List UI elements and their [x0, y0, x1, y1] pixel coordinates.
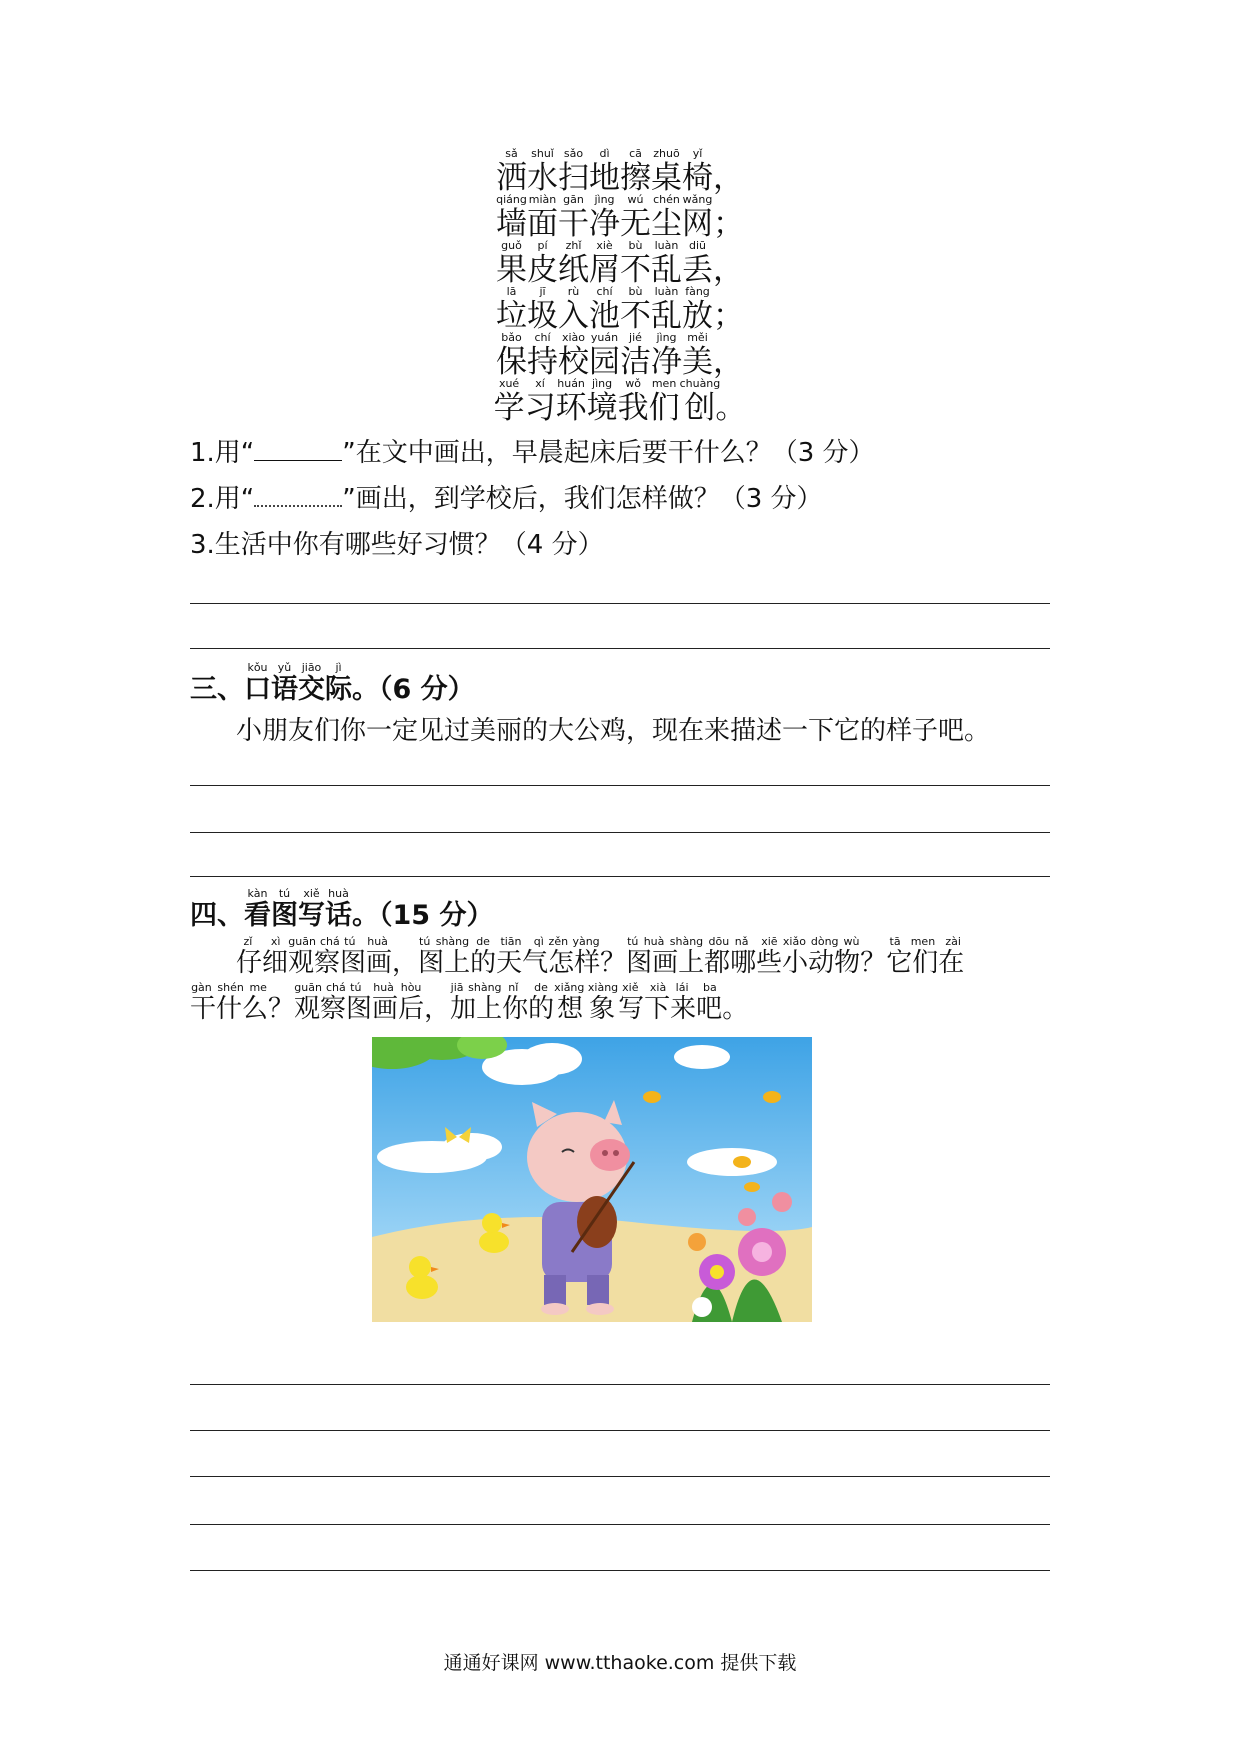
word: 天气tiān qì	[496, 935, 549, 978]
poem-char: 保bǎo	[496, 331, 527, 380]
poem-punct: ；	[713, 206, 744, 242]
heading-number: 三、	[190, 674, 244, 705]
poem-punct: ，	[713, 344, 744, 380]
poem-char: 网wǎng	[682, 193, 713, 242]
word: 它们在tā men zài	[886, 935, 965, 978]
poem-line	[0, 194, 1240, 240]
heading-number: 四、	[190, 900, 244, 931]
punct: ？	[860, 948, 887, 978]
poem-line	[0, 286, 1240, 332]
word: 观察guān chá	[288, 935, 341, 978]
word: 仔细zǐ xì	[236, 935, 289, 978]
footer: 通通好课网 www.tthaoke.com 提供下载	[443, 1652, 797, 1674]
poem-char: 习xí	[524, 377, 556, 426]
answer-line[interactable]	[190, 1384, 1050, 1385]
poem-char: 园yuán	[589, 331, 620, 380]
question-1	[190, 432, 875, 469]
word: 图画tú huà	[340, 935, 393, 978]
poem-char: 无wú	[620, 193, 651, 242]
answer-line[interactable]	[190, 648, 1050, 649]
word: 小动物xiǎo dòng wù	[782, 935, 861, 978]
poem-char: 果guǒ	[496, 239, 527, 288]
question-2	[190, 478, 823, 515]
section-3-prompt: 小朋友们你一定见过美丽的大公鸡，现在来描述一下它的样子吧。	[236, 716, 991, 746]
poem-char: 面miàn	[527, 193, 558, 242]
poem-char: 擦cā	[620, 147, 651, 196]
word: 干什么gàn shén me	[190, 981, 269, 1024]
poem-char: 学xué	[493, 377, 525, 426]
poem-char: 丢diū	[682, 239, 713, 288]
poem-char: 扫sǎo	[558, 147, 589, 196]
poem-char: 不bù	[620, 285, 651, 334]
heading-char: 际jì	[325, 661, 352, 705]
section-4-line-1	[236, 936, 1116, 976]
poem-char: 垃lā	[496, 285, 527, 334]
heading-score: 。（15 分）	[352, 900, 494, 931]
poem-char: 水shuǐ	[527, 147, 558, 196]
punct: ，	[424, 994, 451, 1024]
poem-char: 尘chén	[651, 193, 682, 242]
question-3	[190, 524, 604, 561]
punct: ？	[600, 948, 627, 978]
poem-char: 创chuàng	[679, 377, 721, 426]
poem-char: 乱luàn	[651, 285, 682, 334]
answer-line[interactable]	[190, 832, 1050, 833]
heading-char: 交jiāo	[298, 661, 325, 705]
punct: ？	[268, 994, 295, 1024]
heading-char: 写xiě	[298, 887, 325, 931]
word: 怎样zěn yàng	[548, 935, 601, 978]
punct: 。	[722, 994, 749, 1024]
heading-char: 口kǒu	[244, 661, 271, 705]
word: 图画tú huà	[346, 981, 399, 1024]
heading-score: 。（6 分）	[352, 674, 475, 705]
wavy-line-mark	[254, 483, 342, 507]
poem-char: 皮pí	[527, 239, 558, 288]
poem-char: 椅yǐ	[682, 147, 713, 196]
q2-text: ”画出，到学校后，我们怎样做？（3 分）	[342, 484, 823, 514]
poem-char: 地dì	[589, 147, 620, 196]
poem-char: 净jìng	[651, 331, 682, 380]
poem-char: 我wǒ	[617, 377, 649, 426]
word: 想象xiǎng xiàng	[554, 981, 619, 1024]
poem	[0, 148, 1240, 424]
poem-char: 纸zhǐ	[558, 239, 589, 288]
q1-text: ”在文中画出，早晨起床后要干什么？（3 分）	[342, 438, 875, 468]
pig-violin-picture	[372, 1037, 812, 1322]
section-4-heading	[190, 888, 493, 932]
word: 后hòu	[398, 981, 425, 1024]
answer-line[interactable]	[190, 1476, 1050, 1477]
poem-char: 美měi	[682, 331, 713, 380]
word: 图画上都tú huà shàng dōu	[626, 935, 731, 978]
poem-char: 墙qiáng	[496, 193, 527, 242]
poem-line	[0, 378, 1240, 424]
poem-char: 圾jī	[527, 285, 558, 334]
word: 哪些nǎ xiē	[730, 935, 783, 978]
answer-line[interactable]	[190, 1430, 1050, 1431]
answer-line[interactable]	[190, 1570, 1050, 1571]
poem-line	[0, 240, 1240, 286]
poem-punct: ，	[713, 252, 744, 288]
poem-char: 洁jié	[620, 331, 651, 380]
punct: ，	[392, 948, 419, 978]
poem-line	[0, 148, 1240, 194]
word: 的de	[470, 935, 497, 978]
poem-char: 持chí	[527, 331, 558, 380]
poem-char: 境jìng	[586, 377, 618, 426]
answer-line[interactable]	[190, 785, 1050, 786]
word: 图上tú shàng	[418, 935, 471, 978]
poem-char: 净jìng	[589, 193, 620, 242]
word: 写下xiě xià	[618, 981, 671, 1024]
poem-punct: ；	[713, 298, 744, 334]
word: 加上jiā shàng	[450, 981, 503, 1024]
answer-line[interactable]	[190, 1524, 1050, 1525]
poem-line	[0, 332, 1240, 378]
poem-char: 乱luàn	[651, 239, 682, 288]
word: 观察guān chá	[294, 981, 347, 1024]
picture-svg	[372, 1037, 812, 1322]
poem-char: 屑xiè	[589, 239, 620, 288]
heading-char: 语yǔ	[271, 661, 298, 705]
section-3-heading	[190, 662, 475, 706]
poem-char: 放fàng	[682, 285, 713, 334]
poem-char: 们men	[648, 377, 680, 426]
poem-char: 洒sǎ	[496, 147, 527, 196]
poem-char: 不bù	[620, 239, 651, 288]
poem-char: 干gān	[558, 193, 589, 242]
poem-char: 桌zhuō	[651, 147, 682, 196]
answer-line[interactable]	[190, 876, 1050, 877]
heading-char: 图tú	[271, 887, 298, 931]
poem-punct: ，	[713, 160, 744, 196]
section-4-line-2	[190, 982, 1070, 1022]
word: 来吧lái ba	[670, 981, 723, 1024]
q2-prefix: 2.用“	[190, 484, 255, 514]
answer-line[interactable]	[190, 603, 1050, 604]
q3-text: 3.生活中你有哪些好习惯？（4 分）	[190, 530, 604, 560]
poem-char: 环huán	[555, 377, 587, 426]
poem-punct: 。	[715, 390, 747, 426]
q1-prefix: 1.用“	[190, 438, 255, 468]
heading-char: 话huà	[325, 887, 352, 931]
heading-char: 看kàn	[244, 887, 271, 931]
poem-char: 校xiào	[558, 331, 589, 380]
word: 你的nǐ de	[502, 981, 555, 1024]
poem-char: 池chí	[589, 285, 620, 334]
straight-line-mark	[254, 438, 342, 461]
poem-char: 入rù	[558, 285, 589, 334]
